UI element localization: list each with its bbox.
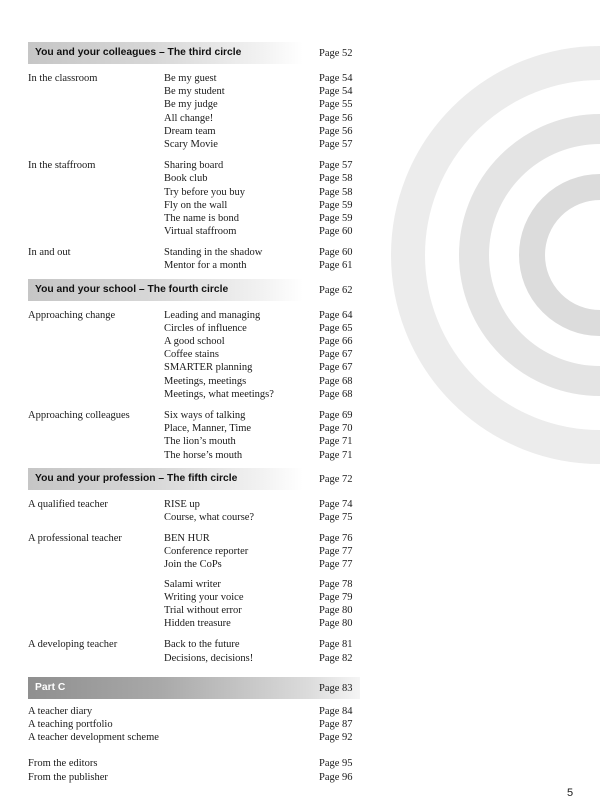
entry-title: Hidden treasure <box>164 618 231 630</box>
toc-entry[interactable] <box>164 348 353 361</box>
toc-entry[interactable] <box>164 125 353 138</box>
group-label: In the classroom <box>28 73 98 84</box>
group-entries <box>164 532 353 572</box>
toc-entry[interactable] <box>164 186 353 199</box>
entry-title: The lion’s mouth <box>164 436 236 448</box>
group-label: In and out <box>28 247 71 259</box>
part-c-item[interactable] <box>28 731 360 744</box>
entry-page: Page 58 <box>319 173 353 185</box>
entry-title: Circles of influence <box>164 322 247 334</box>
entry-title: Dream team <box>164 125 216 137</box>
entry-page: Page 76 <box>319 533 353 545</box>
entry-title: All change! <box>164 112 214 124</box>
toc-entry[interactable] <box>164 361 353 374</box>
entry-title: Book club <box>164 173 208 185</box>
toc-entry[interactable] <box>164 159 353 172</box>
entry-page: Page 78 <box>319 578 353 590</box>
entry-title: Place, Manner, Time <box>164 423 252 435</box>
entry-title: Be my student <box>164 86 225 98</box>
toc-entry[interactable] <box>164 578 353 591</box>
group-label: Approaching colleagues <box>28 409 130 421</box>
toc-entry[interactable] <box>164 375 353 388</box>
entry-page: Page 74 <box>319 498 353 510</box>
toc-entry[interactable] <box>164 225 353 238</box>
toc-entry[interactable] <box>164 558 353 571</box>
section-title: You and your profession – The fifth circle <box>35 473 238 485</box>
group-label: A professional teacher <box>28 533 122 545</box>
section-header[interactable] <box>28 468 360 490</box>
entry-page: Page 54 <box>319 86 353 98</box>
entry-title: Back to the future <box>164 639 240 651</box>
entry-page: Page 80 <box>319 605 353 616</box>
entry-title: Mentor for a month <box>164 260 247 272</box>
entry-page: Page 56 <box>319 125 353 137</box>
part-c-header[interactable] <box>28 677 360 699</box>
toc-entry[interactable] <box>164 617 353 630</box>
toc-entry[interactable] <box>164 85 353 98</box>
toc-entry[interactable] <box>164 246 353 259</box>
group-label: In the staffroom <box>28 160 96 172</box>
extra-item-page: Page 95 <box>319 758 353 770</box>
entry-title: Six ways of talking <box>164 409 246 421</box>
entry-page: Page 59 <box>319 212 353 224</box>
entry-page: Page 75 <box>319 511 353 523</box>
entry-title: Standing in the shadow <box>164 247 263 259</box>
entry-page: Page 54 <box>319 73 353 84</box>
entry-page: Page 68 <box>319 388 353 400</box>
section-page: Page 72 <box>319 473 353 485</box>
toc-entry[interactable] <box>164 199 353 212</box>
entry-page: Page 71 <box>319 449 353 461</box>
entry-title: Sharing board <box>164 160 224 172</box>
toc-group <box>28 638 360 664</box>
entry-title: Writing your voice <box>164 591 244 603</box>
extra-item[interactable] <box>28 771 360 784</box>
table-of-contents <box>28 42 360 784</box>
entry-page: Page 60 <box>319 226 353 238</box>
group-entries <box>164 159 353 238</box>
entry-title: BEN HUR <box>164 533 210 545</box>
entry-page: Page 68 <box>319 375 353 387</box>
section-header[interactable] <box>28 42 360 64</box>
group-label: Approaching change <box>28 309 116 321</box>
toc-entry[interactable] <box>164 388 353 401</box>
toc-entry[interactable] <box>164 498 353 511</box>
toc-entry[interactable] <box>164 322 353 335</box>
entry-page: Page 59 <box>319 199 353 211</box>
extra-item-title: From the editors <box>28 758 98 770</box>
part-c-item-page: Page 84 <box>319 705 353 717</box>
entry-page: Page 80 <box>319 618 353 630</box>
toc-entry[interactable] <box>164 652 353 665</box>
group-entries <box>164 409 353 462</box>
entry-page: Page 67 <box>319 349 353 361</box>
toc-entry[interactable] <box>164 212 353 225</box>
entry-page: Page 60 <box>319 247 353 259</box>
toc-entry[interactable] <box>164 172 353 185</box>
part-c-page: Page 83 <box>319 682 353 694</box>
entry-page: Page 70 <box>319 423 353 435</box>
part-c-title: Part C <box>35 682 66 694</box>
entry-title: Trial without error <box>164 605 242 616</box>
toc-entry[interactable] <box>164 449 353 462</box>
toc-group <box>28 246 360 272</box>
entry-title: Meetings, what meetings? <box>164 388 274 400</box>
entry-page: Page 82 <box>319 652 353 664</box>
entry-title: RISE up <box>164 498 200 510</box>
entry-page: Page 71 <box>319 436 353 448</box>
entry-page: Page 64 <box>319 309 353 321</box>
entry-title: Coffee stains <box>164 349 219 361</box>
entry-page: Page 61 <box>319 260 353 272</box>
part-c-item-title: A teacher diary <box>28 705 93 717</box>
extra-item-page: Page 96 <box>319 771 353 783</box>
entry-page: Page 55 <box>319 99 353 111</box>
entry-title: Be my guest <box>164 73 217 84</box>
entry-page: Page 67 <box>319 362 353 374</box>
group-entries <box>164 309 353 401</box>
toc-group <box>28 72 360 151</box>
group-entries <box>164 578 353 631</box>
entry-title: Meetings, meetings <box>164 375 247 387</box>
group-label: A qualified teacher <box>28 498 108 510</box>
entry-title: Join the CoPs <box>164 559 222 571</box>
entry-page: Page 58 <box>319 186 353 198</box>
section-title: You and your colleagues – The third circle <box>35 47 242 59</box>
entry-title: Virtual staffroom <box>164 226 237 238</box>
toc-group <box>28 498 360 524</box>
entry-title: Scary Movie <box>164 138 218 150</box>
group-entries <box>164 638 353 664</box>
toc-group <box>28 578 360 631</box>
toc-group <box>28 532 360 572</box>
entry-title: Salami writer <box>164 578 221 590</box>
entry-page: Page 65 <box>319 322 353 334</box>
entry-title: Decisions, decisions! <box>164 652 254 664</box>
entry-title: A good school <box>164 336 225 347</box>
toc-entry[interactable] <box>164 112 353 125</box>
entry-page: Page 81 <box>319 639 353 651</box>
part-c-item-page: Page 87 <box>319 718 353 730</box>
part-c-item-title: A teaching portfolio <box>28 718 113 730</box>
toc-entry[interactable] <box>164 335 353 348</box>
toc-entry[interactable] <box>164 511 353 524</box>
section-page: Page 62 <box>319 284 353 296</box>
entry-title: SMARTER planning <box>164 362 253 374</box>
toc-entry[interactable] <box>164 604 353 617</box>
entry-title: Fly on the wall <box>164 199 228 211</box>
section-title: You and your school – The fourth circle <box>35 284 229 296</box>
page-number: 5 <box>567 787 574 799</box>
entry-title: Conference reporter <box>164 546 249 558</box>
group-entries <box>164 72 353 151</box>
toc-entry[interactable] <box>164 72 353 85</box>
entry-title: Course, what course? <box>164 511 255 523</box>
entry-title: Leading and managing <box>164 309 261 321</box>
entry-page: Page 57 <box>319 160 353 172</box>
entry-page: Page 69 <box>319 409 353 421</box>
toc-entry[interactable] <box>164 259 353 272</box>
toc-entry[interactable] <box>164 422 353 435</box>
entry-title: Be my judge <box>164 99 218 111</box>
entry-page: Page 77 <box>319 559 353 571</box>
toc-entry[interactable] <box>164 591 353 604</box>
toc-group <box>28 309 360 401</box>
group-label: A developing teacher <box>28 639 118 651</box>
entry-page: Page 57 <box>319 138 353 150</box>
group-entries <box>164 498 353 524</box>
toc-entry[interactable] <box>164 98 353 111</box>
entry-title: The name is bond <box>164 212 239 224</box>
entry-page: Page 79 <box>319 591 353 603</box>
toc-entry[interactable] <box>164 638 353 651</box>
part-c-item-page: Page 92 <box>319 732 353 744</box>
toc-entry[interactable] <box>164 532 353 545</box>
part-c-item[interactable] <box>28 705 360 718</box>
toc-entry[interactable] <box>164 409 353 422</box>
toc-group <box>28 159 360 238</box>
entry-title: The horse’s mouth <box>164 449 243 461</box>
toc-entry[interactable] <box>164 309 353 322</box>
entry-title: Try before you buy <box>164 186 245 198</box>
toc-entry[interactable] <box>164 138 353 151</box>
part-c-item[interactable] <box>28 718 360 731</box>
group-entries <box>164 246 353 272</box>
extra-item[interactable] <box>28 757 360 770</box>
entry-page: Page 56 <box>319 112 353 124</box>
extra-item-title: From the publisher <box>28 771 108 783</box>
toc-entry[interactable] <box>164 545 353 558</box>
toc-entry[interactable] <box>164 435 353 448</box>
entry-page: Page 77 <box>319 546 353 558</box>
toc-group <box>28 409 360 462</box>
part-c-item-title: A teacher development scheme <box>28 732 159 744</box>
part-c-header-bar <box>28 677 360 699</box>
section-page: Page 52 <box>319 48 353 59</box>
entry-page: Page 66 <box>319 336 353 347</box>
section-header[interactable] <box>28 279 360 301</box>
